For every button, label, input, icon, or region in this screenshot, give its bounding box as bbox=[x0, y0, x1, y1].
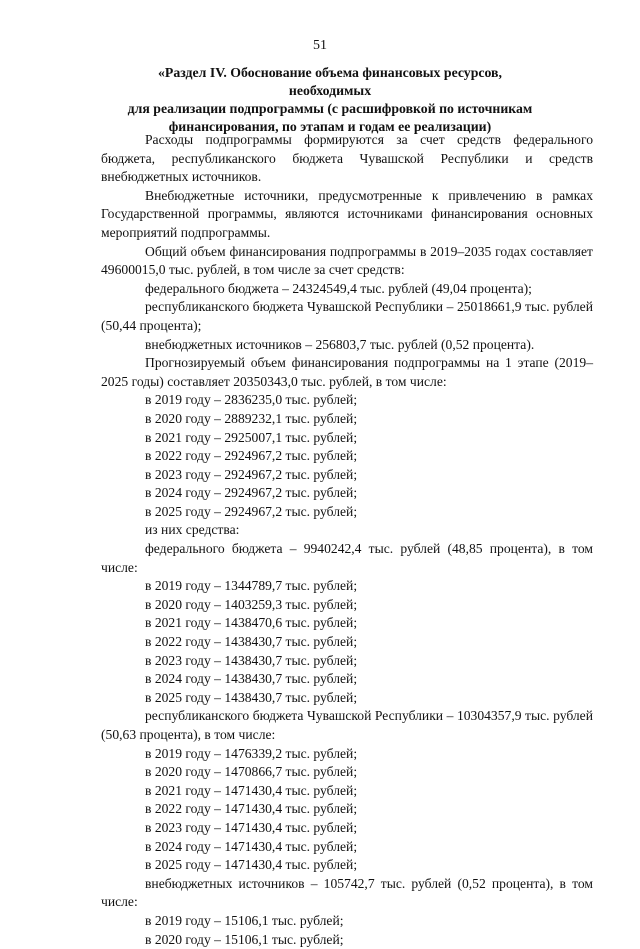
heading-line: для реализации подпрограммы (с расшифровкой по источникам bbox=[127, 101, 533, 116]
list-item: в 2019 году – 2836235,0 тыс. рублей; bbox=[145, 392, 358, 408]
paragraph: республиканского бюджета Чувашской Республики – 25018661,9 тыс. рублей (50,44 процента); bbox=[101, 299, 593, 333]
paragraph: из них средства: bbox=[145, 522, 240, 538]
paragraph: республиканского бюджета Чувашской Республики – 10304357,9 тыс. рублей (50,63 процента), в том числе: bbox=[101, 708, 593, 742]
list-item: в 2020 году – 15106,1 тыс. рублей; bbox=[145, 931, 344, 947]
paragraph: Общий объем финансирования подпрограммы в 2019–2035 годах составляет 49600015,0 тыс. рублей, в том числе за счет средств: bbox=[101, 243, 593, 278]
list-item: в 2019 году – 15106,1 тыс. рублей; bbox=[145, 912, 344, 928]
section-heading bbox=[120, 64, 540, 136]
list-item: в 2024 году – 2924967,2 тыс. рублей; bbox=[145, 485, 358, 501]
list-item: в 2023 году – 2924967,2 тыс. рублей; bbox=[145, 466, 358, 482]
list-item: в 2019 году – 1476339,2 тыс. рублей; bbox=[145, 745, 358, 761]
paragraph: Расходы подпрограммы формируются за счет средств федерального бюджета, республиканского бюджета Чувашской Республики и средств внебюджетных источников. bbox=[101, 132, 593, 185]
list-item: в 2022 году – 2924967,2 тыс. рублей; bbox=[145, 448, 358, 464]
list-item: в 2023 году – 1471430,4 тыс. рублей; bbox=[145, 819, 358, 835]
list-item: в 2021 году – 2925007,1 тыс. рублей; bbox=[145, 429, 358, 445]
list-item: в 2025 году – 1471430,4 тыс. рублей; bbox=[145, 857, 358, 873]
heading-line: «Раздел IV. Обоснование объема финансовых ресурсов, необходимых bbox=[158, 65, 502, 98]
list-item: в 2025 году – 1438430,7 тыс. рублей; bbox=[145, 689, 358, 705]
list-item: в 2024 году – 1471430,4 тыс. рублей; bbox=[145, 838, 358, 854]
list-item: в 2020 году – 2889232,1 тыс. рублей; bbox=[145, 410, 358, 426]
paragraph: федерального бюджета – 9940242,4 тыс. рублей (48,85 процента), в том числе: bbox=[101, 541, 593, 575]
paragraph: внебюджетных источников – 256803,7 тыс. рублей (0,52 процента). bbox=[145, 336, 535, 352]
paragraph: Прогнозируемый объем финансирования подпрограммы на 1 этапе (2019–2025 годы) составляет 20350343,0 тыс. рублей, в том числе: bbox=[101, 355, 593, 389]
list-item: в 2022 году – 1471430,4 тыс. рублей; bbox=[145, 801, 358, 817]
list-item: в 2021 году – 1438470,6 тыс. рублей; bbox=[145, 615, 358, 631]
list-item: в 2024 году – 1438430,7 тыс. рублей; bbox=[145, 671, 358, 687]
document-body bbox=[101, 131, 593, 949]
list-item: в 2019 году – 1344789,7 тыс. рублей; bbox=[145, 578, 358, 594]
paragraph: внебюджетных источников – 105742,7 тыс. рублей (0,52 процента), в том числе: bbox=[101, 875, 593, 910]
list-item: в 2020 году – 1403259,3 тыс. рублей; bbox=[145, 596, 358, 612]
heading-line: финансирования, по этапам и годам ее реализации) bbox=[168, 119, 492, 134]
paragraph: федерального бюджета – 24324549,4 тыс. рублей (49,04 процента); bbox=[145, 280, 532, 296]
list-item: в 2021 году – 1471430,4 тыс. рублей; bbox=[145, 782, 358, 798]
paragraph: Внебюджетные источники, предусмотренные к привлечению в рамках Государственной программы, являются источниками финансирования основных мероприятий подпрограммы. bbox=[101, 187, 593, 240]
list-item: в 2025 году – 2924967,2 тыс. рублей; bbox=[145, 503, 358, 519]
page-number: 51 bbox=[313, 38, 327, 53]
list-item: в 2020 году – 1470866,7 тыс. рублей; bbox=[145, 764, 358, 780]
list-item: в 2022 году – 1438430,7 тыс. рублей; bbox=[145, 634, 358, 650]
list-item: в 2023 году – 1438430,7 тыс. рублей; bbox=[145, 652, 358, 668]
